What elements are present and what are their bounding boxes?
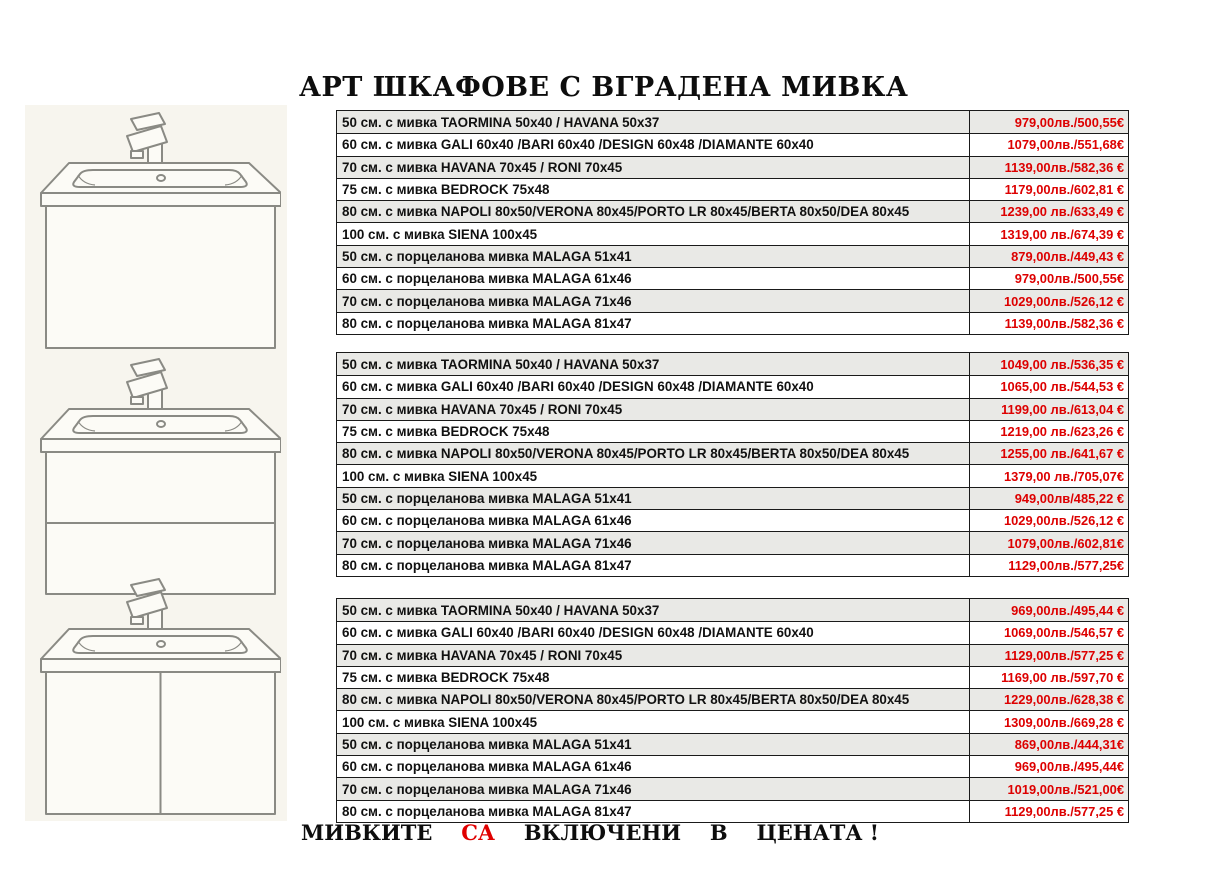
footer-word: ЦЕНАТА ! [756, 820, 879, 845]
table-row [337, 111, 1128, 133]
product-label: 70 см. с мивка HAVANA 70x45 / RONI 70x45 [337, 157, 970, 178]
price-value: 1065,00 лв./544,53 € [1000, 379, 1124, 395]
product-label: 100 см. с мивка SIENA 100x45 [337, 711, 970, 732]
table-row [337, 487, 1128, 509]
footer-word: МИВКИТЕ [301, 820, 433, 845]
price-value: 1219,00 лв./623,26 € [1000, 424, 1124, 440]
product-label: 50 см. с мивка TAORMINA 50x40 / HAVANA 50x37 [337, 353, 970, 375]
price-value: 1029,00лв./526,12 € [1003, 293, 1124, 309]
footer-word: В [709, 820, 728, 845]
price-value: 1199,00 лв./613,04 € [1001, 401, 1124, 417]
table-row [337, 755, 1128, 777]
price-value: 1139,00лв./582,36 € [1004, 159, 1124, 175]
price-value: 1029,00лв./526,12 € [1003, 513, 1124, 529]
vanity-sink-faucet-two-drawers-icon [31, 357, 281, 597]
table-row [337, 178, 1128, 200]
price-value: 969,00лв./495,44 € [1011, 602, 1124, 618]
product-label: 60 см. с порцеланова мивка MALAGA 61x46 [337, 268, 970, 289]
product-label: 50 см. с порцеланова мивка MALAGA 51x41 [337, 734, 970, 755]
page-title: АРТ ШКАФОВЕ С ВГРАДЕНА МИВКА [299, 72, 909, 103]
product-label: 60 см. с порцеланова мивка MALAGA 61x46 [337, 756, 970, 777]
product-label: 100 см. с мивка SIENA 100x45 [337, 465, 970, 486]
price-value: 1255,00 лв./641,67 € [1000, 446, 1124, 462]
table-row [337, 509, 1128, 531]
table-row [337, 800, 1128, 822]
product-label: 60 см. с порцеланова мивка MALAGA 61x46 [337, 510, 970, 531]
table-row [337, 777, 1128, 799]
price-value: 949,00лв/485,22 € [1014, 490, 1124, 506]
price-value: 1019,00лв./521,00€ [1007, 781, 1124, 797]
footer-word: ВКЛЮЧЕНИ [523, 820, 682, 845]
product-label: 50 см. с мивка TAORMINA 50x40 / HAVANA 50x37 [337, 111, 970, 133]
product-label: 50 см. с порцеланова мивка MALAGA 51x41 [337, 488, 970, 509]
table-row [337, 442, 1128, 464]
price-value: 1179,00лв./602,81 € [1004, 182, 1124, 198]
product-label: 75 см. с мивка BEDROCK 75x48 [337, 667, 970, 688]
table-row [337, 531, 1128, 553]
product-label: 80 см. с порцеланова мивка MALAGA 81x47 [337, 555, 970, 576]
price-value: 1129,00лв./577,25 € [1004, 647, 1124, 663]
table-row [337, 420, 1128, 442]
table-row [337, 200, 1128, 222]
table-row [337, 554, 1128, 576]
price-value: 979,00лв./500,55€ [1014, 114, 1124, 130]
product-label: 60 см. с мивка GALI 60x40 /BARI 60x40 /DESIGN 60x48 /DIAMANTE 60x40 [337, 376, 970, 397]
price-table-1 [336, 110, 1129, 335]
price-value: 1079,00лв./551,68€ [1007, 137, 1124, 153]
product-label: 80 см. с порцеланова мивка MALAGA 81x47 [337, 313, 970, 334]
table-row [337, 644, 1128, 666]
product-label: 50 см. с порцеланова мивка MALAGA 51x41 [337, 246, 970, 267]
product-label: 70 см. с порцеланова мивка MALAGA 71x46 [337, 778, 970, 799]
product-label: 70 см. с мивка HAVANA 70x45 / RONI 70x45 [337, 399, 970, 420]
product-label: 60 см. с мивка GALI 60x40 /BARI 60x40 /DESIGN 60x48 /DIAMANTE 60x40 [337, 622, 970, 643]
table-row [337, 222, 1128, 244]
price-table-2 [336, 352, 1129, 577]
product-label: 75 см. с мивка BEDROCK 75x48 [337, 179, 970, 200]
product-label: 70 см. с порцеланова мивка MALAGA 71x46 [337, 532, 970, 553]
price-value: 969,00лв./495,44€ [1014, 759, 1124, 775]
price-value: 1239,00 лв./633,49 € [1000, 204, 1124, 220]
table-row [337, 599, 1128, 621]
table-row [337, 353, 1128, 375]
table-row [337, 312, 1128, 334]
table-row [337, 245, 1128, 267]
product-label: 80 см. с мивка NAPOLI 80x50/VERONA 80x45/PORTO LR 80x45/BERTA 80x50/DEA 80x45 [337, 201, 970, 222]
price-value: 869,00лв./444,31€ [1014, 736, 1124, 752]
price-value: 1129,00лв./577,25€ [1008, 557, 1124, 573]
price-value: 1169,00 лв./597,70 € [1001, 670, 1124, 686]
table-row [337, 289, 1128, 311]
table-row [337, 133, 1128, 155]
footer-word: СА [461, 820, 496, 845]
table-row [337, 398, 1128, 420]
table-row [337, 464, 1128, 486]
price-value: 979,00лв./500,55€ [1014, 271, 1124, 287]
product-label: 100 см. с мивка SIENA 100x45 [337, 223, 970, 244]
table-row [337, 733, 1128, 755]
product-label: 50 см. с мивка TAORMINA 50x40 / HAVANA 50x37 [337, 599, 970, 621]
product-label: 75 см. с мивка BEDROCK 75x48 [337, 421, 970, 442]
product-label: 80 см. с мивка NAPOLI 80x50/VERONA 80x45/PORTO LR 80x45/BERTA 80x50/DEA 80x45 [337, 689, 970, 710]
price-value: 1069,00лв./546,57 € [1003, 625, 1124, 641]
product-label: 60 см. с мивка GALI 60x40 /BARI 60x40 /DESIGN 60x48 /DIAMANTE 60x40 [337, 134, 970, 155]
table-row [337, 621, 1128, 643]
table-row [337, 156, 1128, 178]
price-value: 1079,00лв./602,81€ [1007, 535, 1124, 551]
vanity-illustrations-panel [25, 105, 287, 821]
price-value: 1129,00лв./577,25 € [1004, 803, 1124, 819]
price-value: 1229,00лв./628,38 € [1003, 692, 1124, 708]
price-value: 1309,00лв./669,28 € [1003, 714, 1124, 730]
price-table-3 [336, 598, 1129, 823]
product-label: 80 см. с мивка NAPOLI 80x50/VERONA 80x45/PORTO LR 80x45/BERTA 80x50/DEA 80x45 [337, 443, 970, 464]
product-label: 80 см. с порцеланова мивка MALAGA 81x47 [337, 801, 970, 822]
price-value: 1139,00лв./582,36 € [1004, 315, 1124, 331]
price-value: 1319,00 лв./674,39 € [1000, 226, 1124, 242]
product-label: 70 см. с мивка HAVANA 70x45 / RONI 70x45 [337, 645, 970, 666]
table-row [337, 375, 1128, 397]
vanity-sink-faucet-two-doors-icon [31, 577, 281, 817]
price-value: 879,00лв./449,43 € [1011, 248, 1124, 264]
table-row [337, 666, 1128, 688]
table-row [337, 267, 1128, 289]
vanity-sink-faucet-single-front-icon [31, 111, 281, 351]
table-row [337, 710, 1128, 732]
product-label: 70 см. с порцеланова мивка MALAGA 71x46 [337, 290, 970, 311]
table-row [337, 688, 1128, 710]
price-value: 1379,00 лв./705,07€ [1003, 468, 1124, 484]
price-value: 1049,00 лв./536,35 € [1000, 356, 1124, 372]
sinks-included-note [301, 820, 879, 845]
